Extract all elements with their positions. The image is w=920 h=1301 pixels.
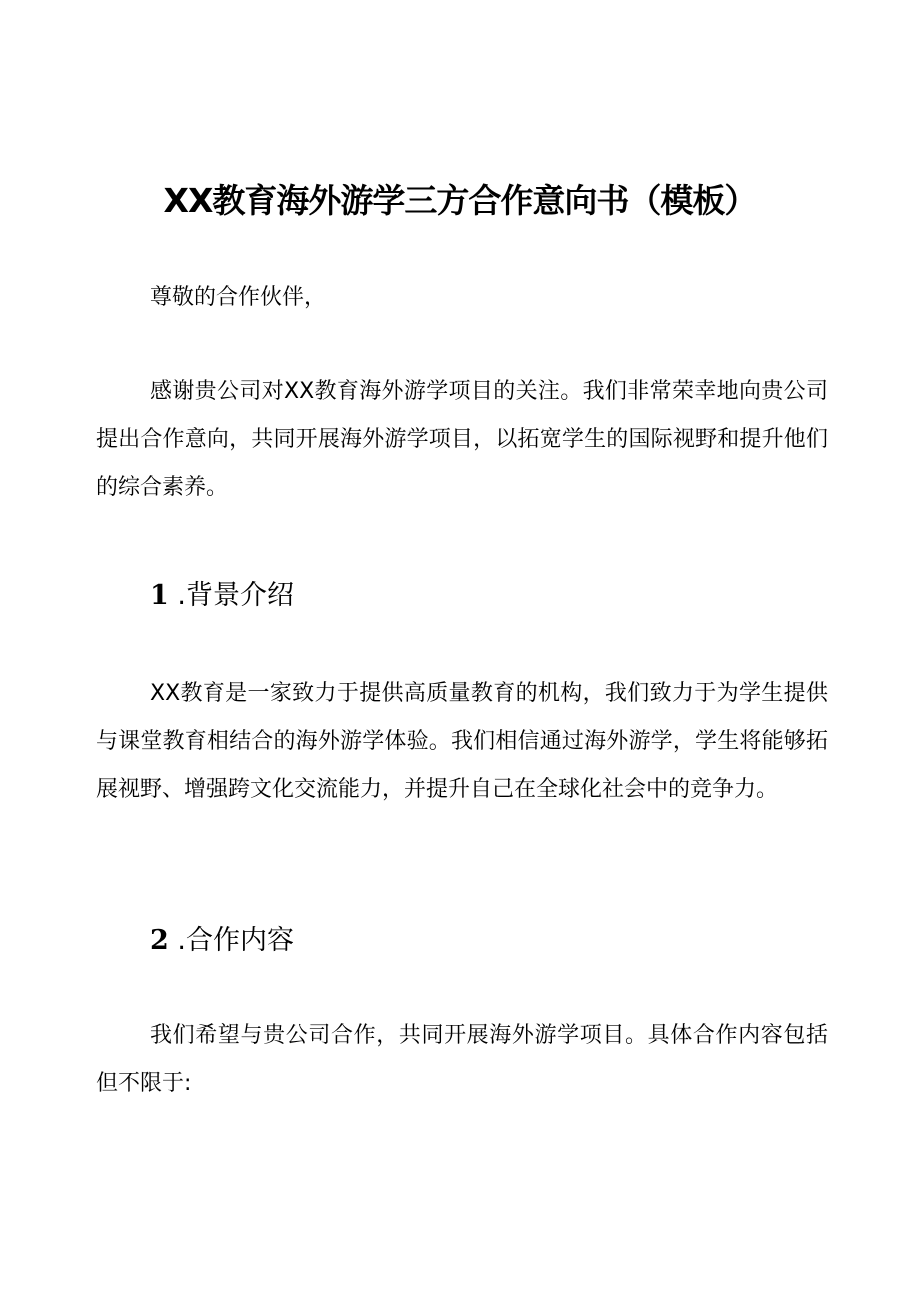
section-title: .合作内容 xyxy=(177,925,294,956)
salutation: 尊敬的合作伙伴， xyxy=(150,285,327,310)
section-body-background: XX教育是一家致力于提供高质量教育的机构，我们致力于为学生提供与课堂教育相结合的海外游学体验。我们相信通过海外游学，学生将能够拓展视野、增强跨文化交流能力，并提升自己在全球化社会中的竞争力。 xyxy=(96,681,828,802)
section-body-cooperation: 我们希望与贵公司合作，共同开展海外游学项目。具体合作内容包括但不限于: xyxy=(96,1023,828,1096)
section-number: 2 xyxy=(150,925,169,956)
section-number: 1 xyxy=(150,580,169,611)
section-title: .背景介绍 xyxy=(177,580,294,611)
document-title: XX教育海外游学三方合作意向书（模板） xyxy=(163,181,757,220)
section-heading-background xyxy=(150,576,294,616)
section-heading-cooperation xyxy=(150,921,294,961)
intro-paragraph: 感谢贵公司对XX教育海外游学项目的关注。我们非常荣幸地向贵公司提出合作意向，共同开展海外游学项目，以拓宽学生的国际视野和提升他们的综合素养。 xyxy=(96,379,828,500)
